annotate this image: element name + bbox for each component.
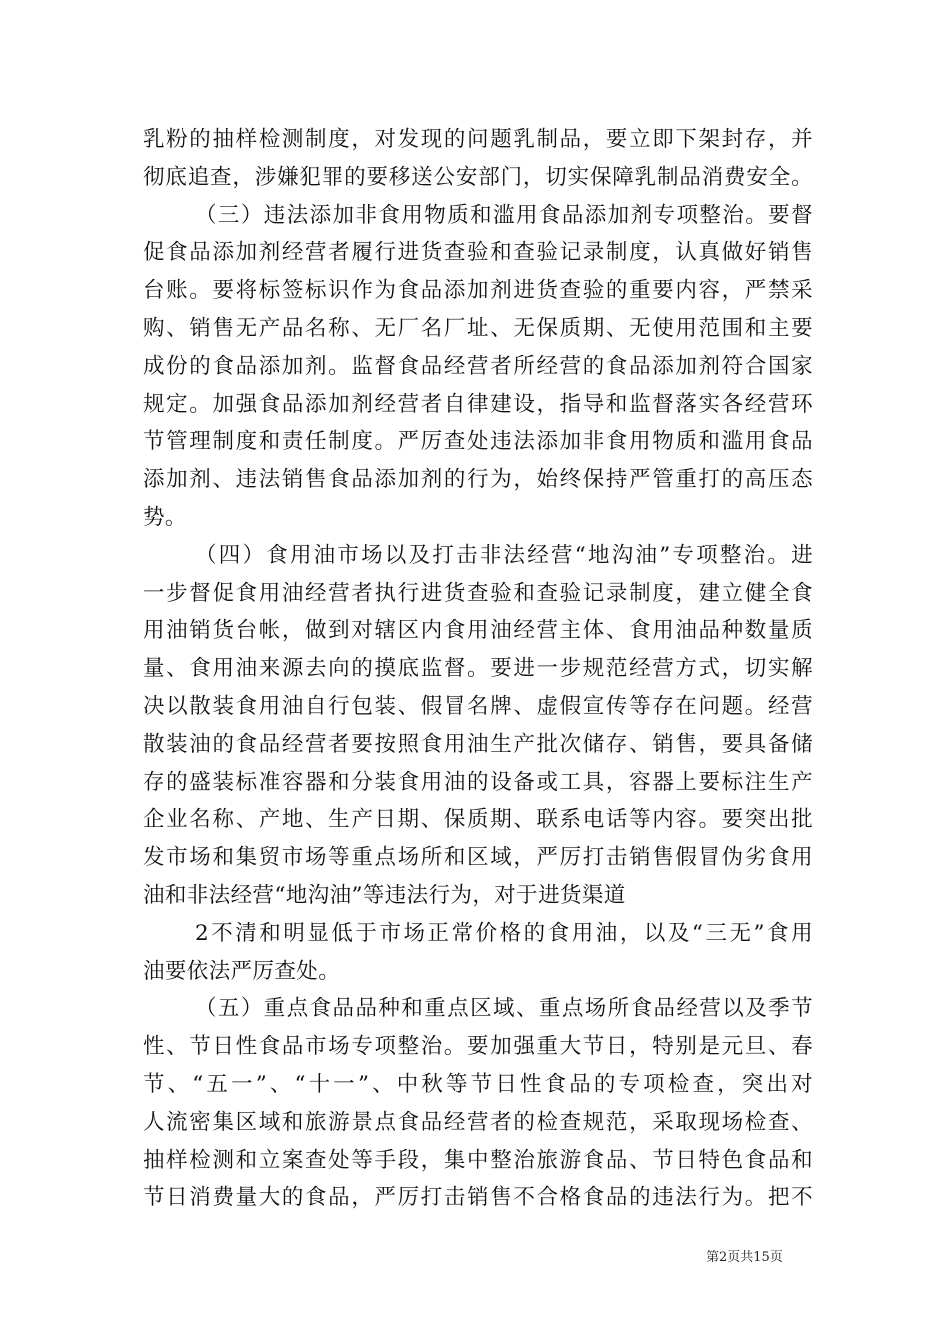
- text-line: 企业名称、产地、生产日期、保质期、联系电话等内容。要突出批: [143, 807, 813, 833]
- text-line: （四）食用油市场以及打击非法经营“地沟油”专项整治。进: [195, 542, 813, 568]
- text-line: 量、食用油来源去向的摸底监督。要进一步规范经营方式，切实解: [143, 656, 813, 682]
- text-line: 乳粉的抽样检测制度，对发现的问题乳制品，要立即下架封存，并: [143, 127, 813, 152]
- text-line: 发市场和集贸市场等重点场所和区域，严厉打击销售假冒伪劣食用: [143, 845, 813, 871]
- text-line: 性、节日性食品市场专项整治。要加强重大节日，特别是元旦、春: [143, 1034, 813, 1060]
- text-line: 散装油的食品经营者要按照食用油生产批次储存、销售，要具备储: [143, 731, 813, 757]
- text-line: 添加剂、违法销售食品添加剂的行为，始终保持严管重打的高压态: [143, 467, 813, 493]
- text-line: 节管理制度和责任制度。严厉查处违法添加非食用物质和滥用食品: [143, 429, 813, 455]
- text-line: 人流密集区域和旅游景点食品经营者的检查规范，采取现场检查、: [143, 1109, 813, 1135]
- text-line: 节、“五一”、“十一”、中秋等节日性食品的专项检查，突出对: [143, 1071, 813, 1097]
- text-line: 台账。要将标签标识作为食品添加剂进货查验的重要内容，严禁采: [143, 278, 813, 304]
- text-line: 促食品添加剂经营者履行进货查验和查验记录制度，认真做好销售: [143, 240, 813, 266]
- text-line: 节日消费量大的食品，严厉打击销售不合格食品的违法行为。把不: [143, 1185, 813, 1211]
- page-footer: 第2页共15页: [706, 1250, 783, 1265]
- text-line: 2不清和明显低于市场正常价格的食用油，以及“三无”食用: [195, 920, 813, 946]
- text-line: 势。: [143, 504, 187, 530]
- text-line: 规定。加强食品添加剂经营者自律建设，指导和监督落实各经营环: [143, 391, 813, 417]
- text-line: 成份的食品添加剂。监督食品经营者所经营的食品添加剂符合国家: [143, 353, 813, 379]
- text-line: 决以散装食用油自行包装、假冒名牌、虚假宣传等存在问题。经营: [143, 693, 813, 719]
- body-text: [143, 121, 813, 1217]
- text-line: 彻底追查，涉嫌犯罪的要移送公安部门，切实保障乳制品消费安全。: [143, 164, 813, 190]
- text-line: 一步督促食用油经营者执行进货查验和查验记录制度，建立健全食: [143, 580, 813, 606]
- text-line: 油和非法经营“地沟油”等违法行为，对于进货渠道: [143, 882, 626, 908]
- text-line: （三）违法添加非食用物质和滥用食品添加剂专项整治。要督: [195, 202, 813, 228]
- text-line: （五）重点食品品种和重点区域、重点场所食品经营以及季节: [195, 996, 813, 1022]
- text-line: 存的盛装标准容器和分装食用油的设备或工具，容器上要标注生产: [143, 769, 813, 795]
- text-line: 油要依法严厉查处。: [143, 958, 341, 984]
- text-line: 购、销售无产品名称、无厂名厂址、无保质期、无使用范围和主要: [143, 315, 813, 341]
- text-line: 用油销货台帐，做到对辖区内食用油经营主体、食用油品种数量质: [143, 618, 813, 644]
- text-line: 抽样检测和立案查处等手段，集中整治旅游食品、节日特色食品和: [143, 1147, 813, 1173]
